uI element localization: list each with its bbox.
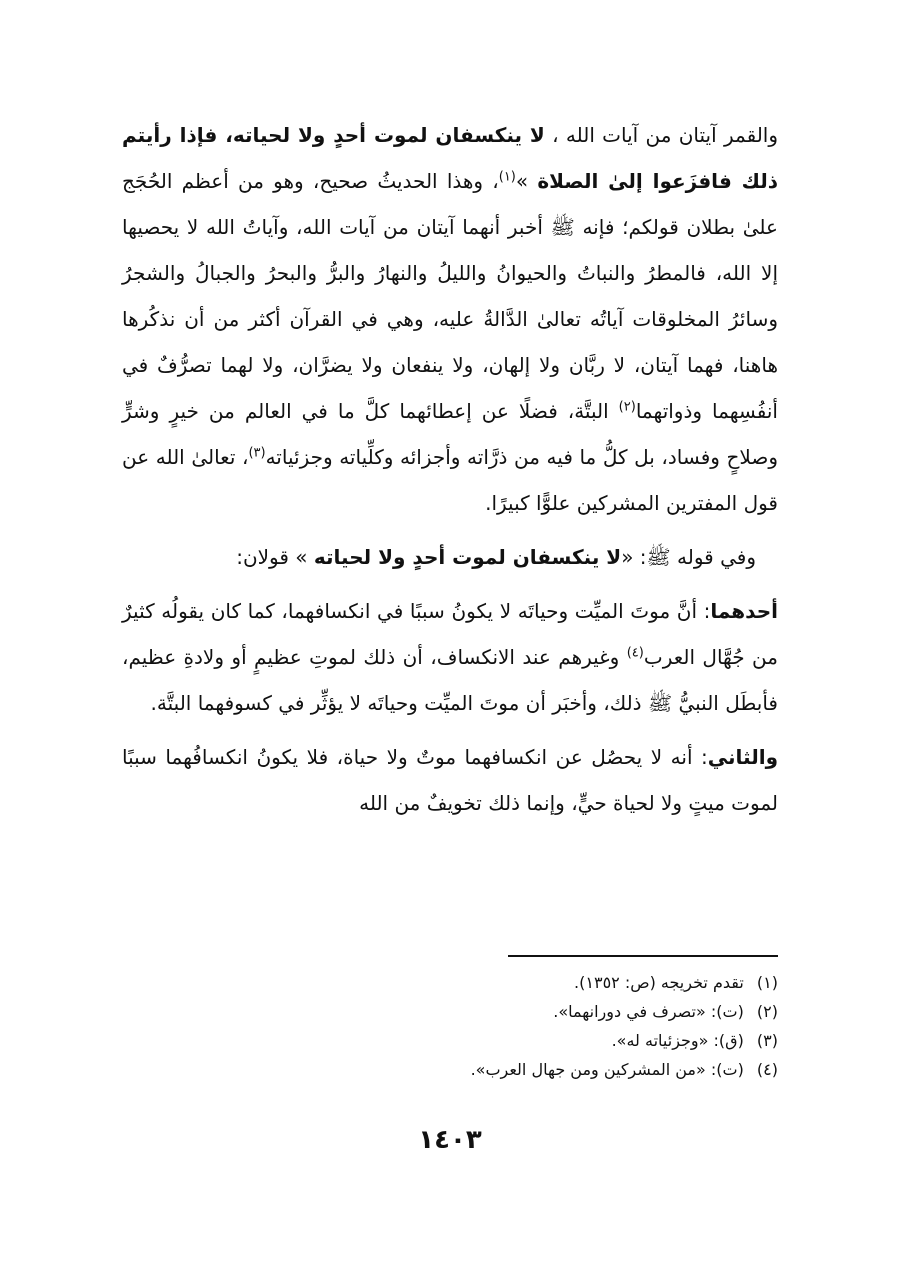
text-run: » [515, 169, 538, 193]
footnote [122, 1055, 778, 1084]
text-run: : أنَّ موتَ الميِّت وحياتَه لا يكونُ سببًا في انكسافهما، كما كان يقولُه كثيرٌ من جُهَّال العرب [122, 599, 778, 669]
main-text [122, 112, 778, 826]
footnote-text: (ق): «وجزئياته له». [611, 1031, 744, 1050]
bold-text: لا ينكسفان لموت أحدٍ ولا لحياته [313, 545, 622, 569]
footnote-text: (ت): «تصرف في دورانهما». [553, 1002, 744, 1021]
footnote-ref: (٤) [626, 645, 644, 661]
footnotes [122, 968, 778, 1084]
paragraph [122, 734, 778, 826]
footnote-text: (ت): «من المشركين ومن جهال العرب». [470, 1060, 744, 1079]
footnote-ref: (٣) [248, 445, 266, 461]
footnote-divider [508, 955, 778, 957]
page-number: ١٤٠٣ [418, 1125, 482, 1155]
text-run: » قولان: [236, 545, 314, 569]
text-run: والقمر آيتان من آيات الله ، [544, 123, 778, 147]
paragraph [122, 534, 778, 580]
text-run: : أنه لا يحصُل عن انكسافهما موتٌ ولا حياة، فلا يكونُ انكسافُهما سببًا لموت ميتٍ ولا لحياة حيٍّ، وإنما ذلك تخويفٌ من الله [122, 745, 778, 815]
bold-text: أحدهما [710, 599, 778, 623]
footnote-text: تقدم تخريجه (ص: ١٣٥٢). [574, 973, 744, 992]
text-run: ، وهذا الحديثُ صحيح، وهو من أعظم الحُجَج علىٰ بطلان قولكم؛ فإنه ﷺ أخبر أنهما آيتان من آيات الله، وآياتُ الله لا يحصيها إلا الله، فالمطرُ والنباتُ والحيوانُ والليلُ والنهارُ والبرُّ والبحرُ والجبالُ والشجرُ وسائرُ المخلوقات آياتُه تعالىٰ الدَّالةُ عليه، وهي في القرآن أكثر من أن نذكُرها هاهنا، فهما آيتان، لا ربَّان ولا إلهان، ولا ينفعان ولا يضرَّان، ولا لهما تصرُّفٌ في أنفُسِهما وذواتهما [122, 169, 778, 423]
bold-text: لا ينكسفان لموت أحدٍ ولا لحياته، فإذا رأيتم ذلك فافزَعوا إلىٰ الصلاة [122, 123, 778, 193]
text-run: ، تعالىٰ الله عن قول المفترين المشركين علوًّا كبيرًا. [122, 445, 778, 515]
footnote-ref: (١) [498, 169, 516, 185]
footnote-ref: (٢) [618, 399, 636, 415]
paragraph [122, 588, 778, 726]
footnote [122, 1026, 778, 1055]
paragraph [122, 112, 778, 526]
bold-text: والثاني [707, 745, 778, 769]
footnote-number: (٤) [756, 1060, 778, 1079]
text-run: وغيرهم عند الانكساف، أن ذلك لموتِ عظيمٍ أو ولادةِ عظيم، فأبطَل النبيُّ ﷺ ذلك، وأخبَر أن موتَ الميِّت وحياتَه لا يؤثِّر في كسوفهما البتَّة. [122, 645, 778, 715]
footnote-number: (٢) [756, 1002, 778, 1021]
footnote [122, 997, 778, 1026]
text-run: البتَّة، فضلًا عن إعطائهما كلَّ ما في العالم من خيرٍ وشرٍّ وصلاحٍ وفساد، بل كلُّ ما فيه من ذرَّاته وأجزائه وكلِّياته وجزئياته [122, 399, 778, 469]
footnote-number: (١) [756, 973, 778, 992]
footnote-number: (٣) [756, 1031, 778, 1050]
text-run: وفي قوله ﷺ: « [621, 545, 756, 569]
footnote [122, 968, 778, 997]
